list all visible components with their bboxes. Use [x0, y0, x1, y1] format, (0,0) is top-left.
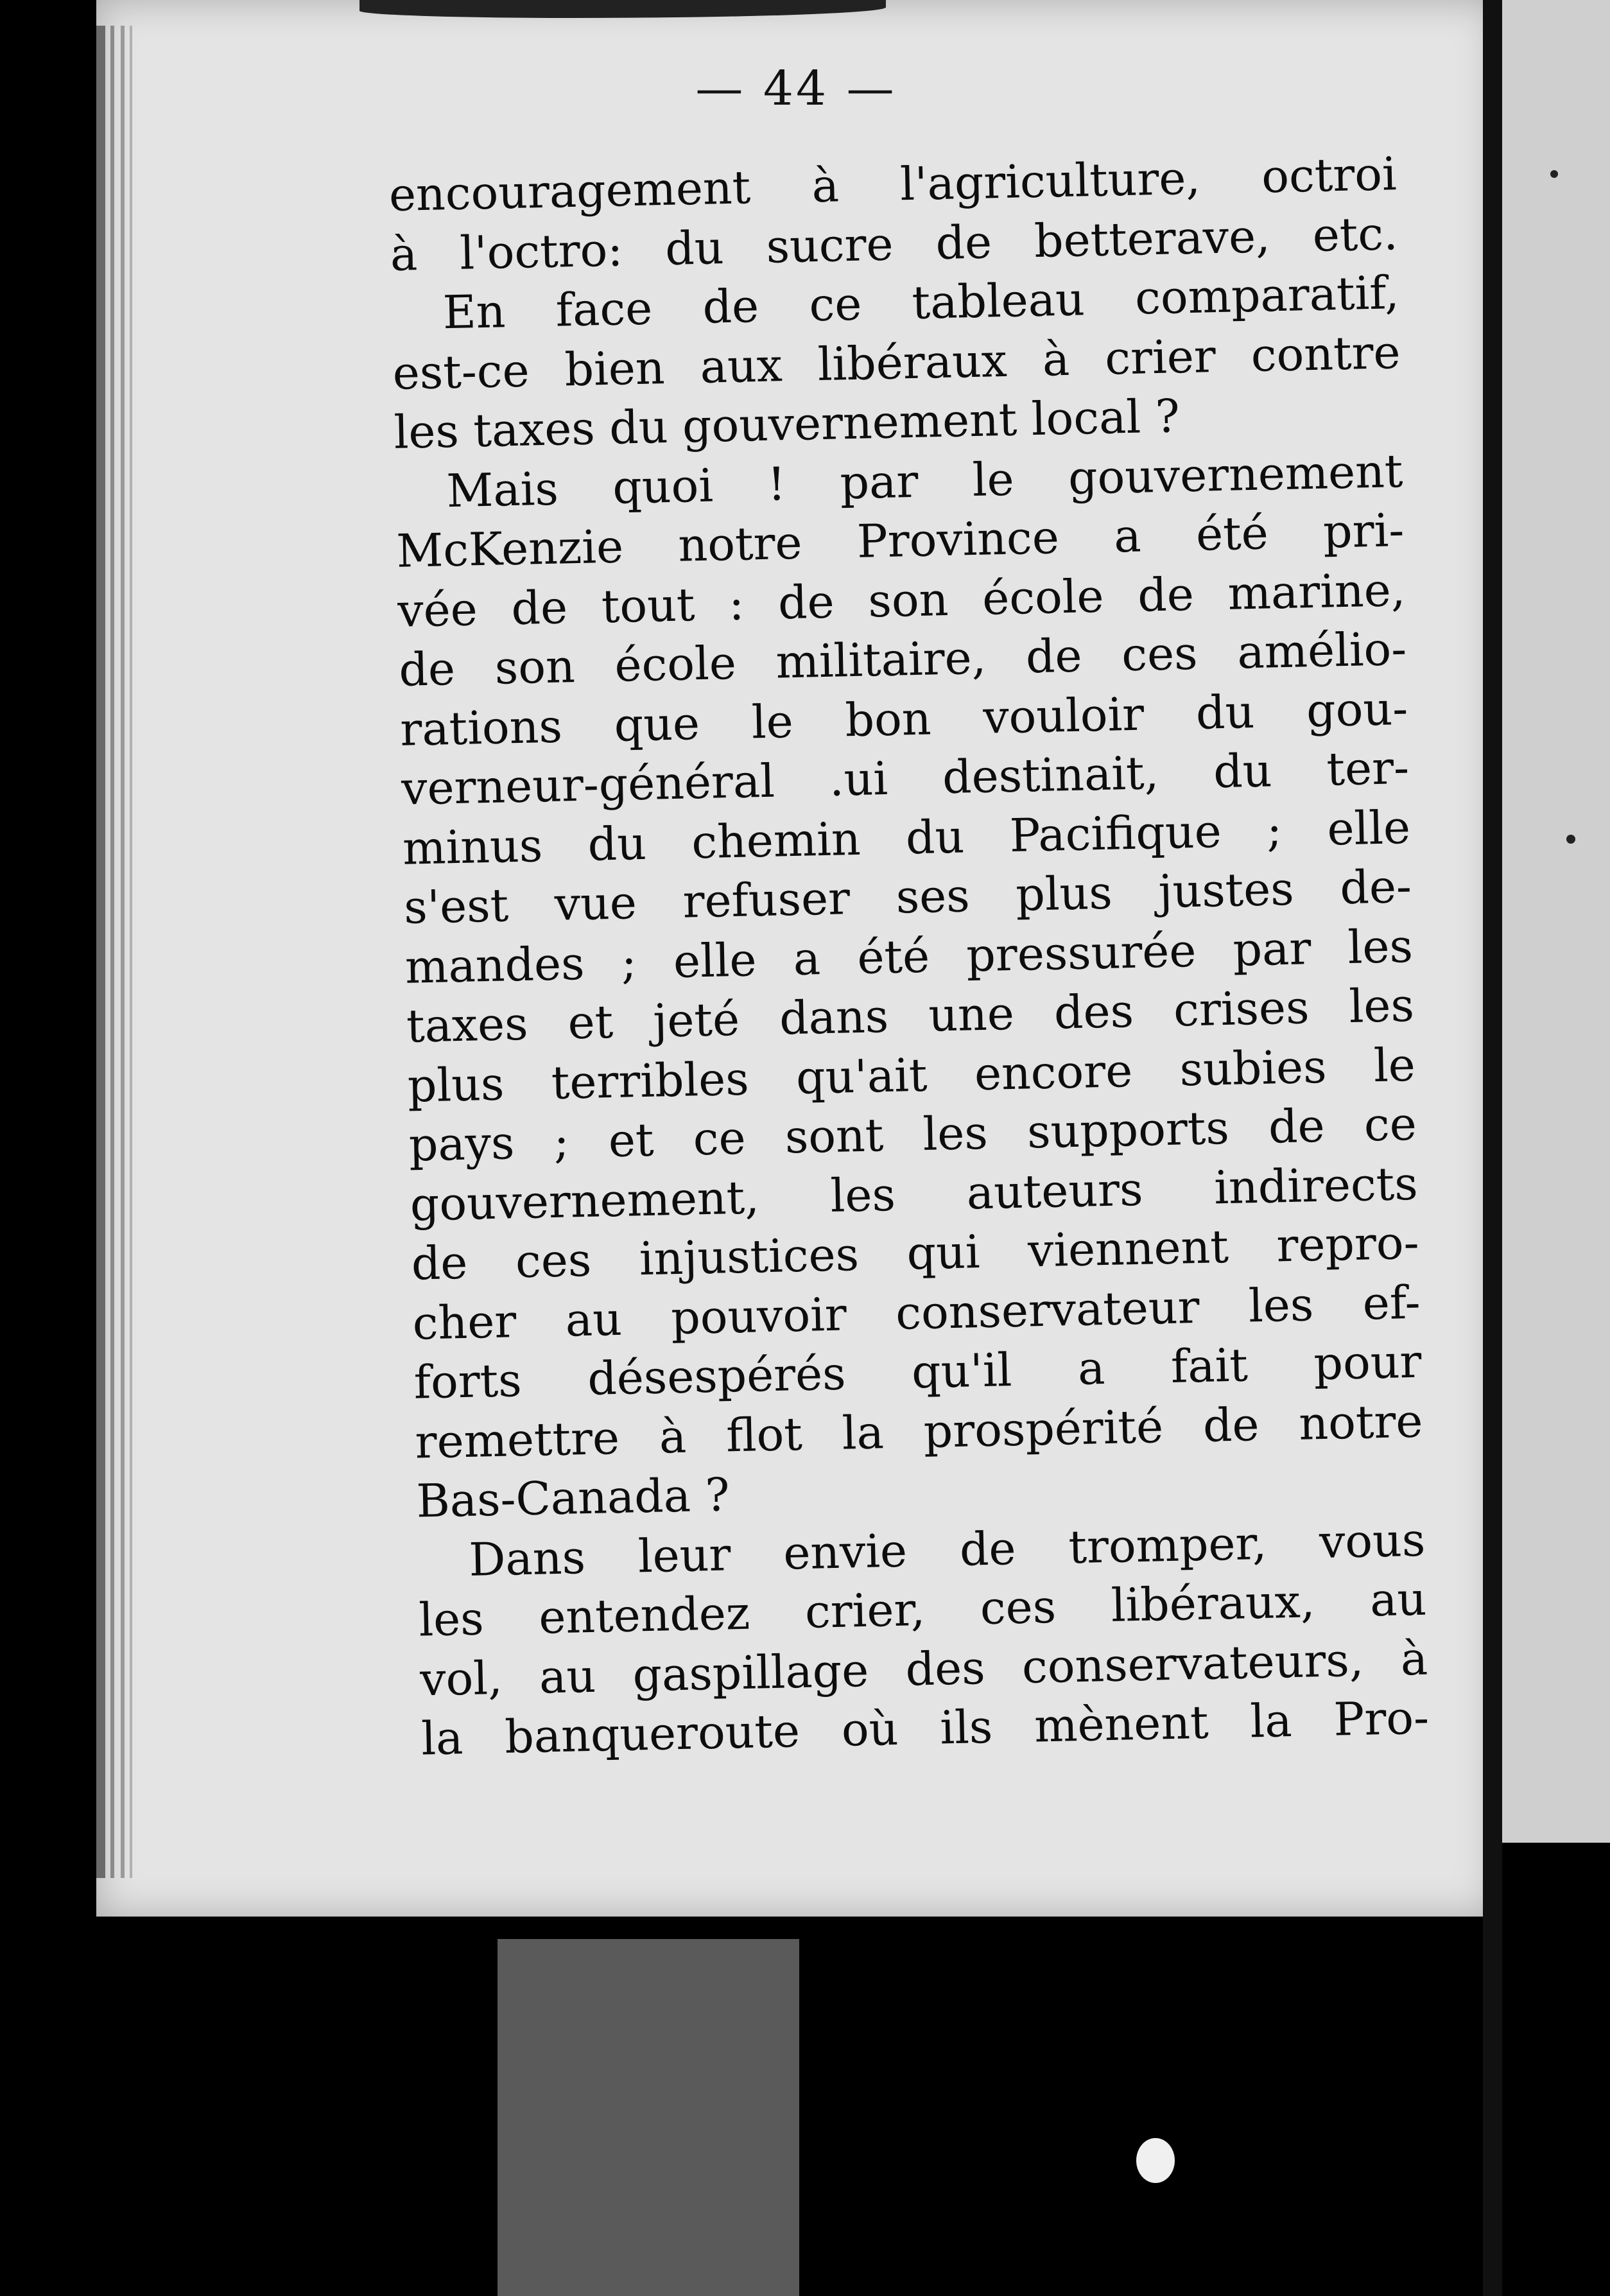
text-line: minus du chemin du Pacifique ; elle [402, 800, 1411, 875]
text-line: les entendez crier, ces libéraux, au [418, 1572, 1427, 1647]
text-line: à l'octro: du sucre de betterave, etc. [390, 206, 1399, 281]
page-edge [110, 26, 114, 1878]
text-line: vée de tout : de son école de marine, [397, 562, 1407, 638]
text-line: vol, au gaspillage des conservateurs, à [419, 1631, 1428, 1706]
page-number: — 44 — [695, 61, 897, 116]
text-line: de ces injustices qui viennent repro- [410, 1215, 1420, 1291]
page-tab-strip [498, 1939, 799, 2296]
text-line: pays ; et ce sont les supports de ce [408, 1097, 1417, 1172]
page-edge [130, 26, 132, 1878]
text-line: En face de ce tableau comparatif, [442, 266, 1400, 340]
text-line: s'est vue refuser ses plus justes de- [403, 859, 1412, 934]
text-line: gouvernement, les auteurs indirects [410, 1156, 1419, 1231]
text-line: forts désespérés qu'il a fait pour [413, 1334, 1423, 1409]
page-edge [96, 26, 105, 1878]
text-line: cher au pouvoir conservateur les ef- [411, 1275, 1421, 1350]
text-line: remettre à flot la prospérité de notre [414, 1394, 1424, 1469]
text-line: de son école militaire, de ces amélio- [398, 622, 1407, 697]
scan-speck [1566, 835, 1575, 844]
scan-speck [1550, 170, 1558, 178]
text-line: plus terribles qu'ait encore subies le [407, 1038, 1416, 1113]
text-line: encouragement à l'agriculture, octroi [388, 147, 1398, 222]
text-line: Mais quoi ! par le gouvernement [446, 444, 1404, 517]
text-line: les taxes du gouvernement local ? [393, 389, 1181, 459]
text-line: Dans leur envie de tromper, vous [468, 1513, 1426, 1587]
scanned-page [96, 0, 1496, 1917]
body-text [388, 144, 1430, 1769]
page-edge [121, 26, 125, 1878]
text-line: McKenzie notre Province a été pri- [395, 503, 1405, 578]
text-line: est-ce bien aux libéraux à crier contre [392, 325, 1401, 400]
binding-gutter [1483, 0, 1502, 2296]
text-line: mandes ; elle a été pressurée par les [404, 919, 1414, 994]
text-line: taxes et jeté dans une des crises les [406, 978, 1415, 1053]
text-line: rations que le bon vouloir du gou- [399, 681, 1408, 756]
text-line: Bas-Canada ? [415, 1468, 731, 1528]
text-line: verneur-général .ui destinait, du ter- [401, 740, 1410, 815]
scan-speck [1136, 2138, 1175, 2183]
text-line: la banqueroute où ils mènent la Pro- [420, 1691, 1430, 1766]
adjacent-page-edge [1502, 0, 1610, 1843]
